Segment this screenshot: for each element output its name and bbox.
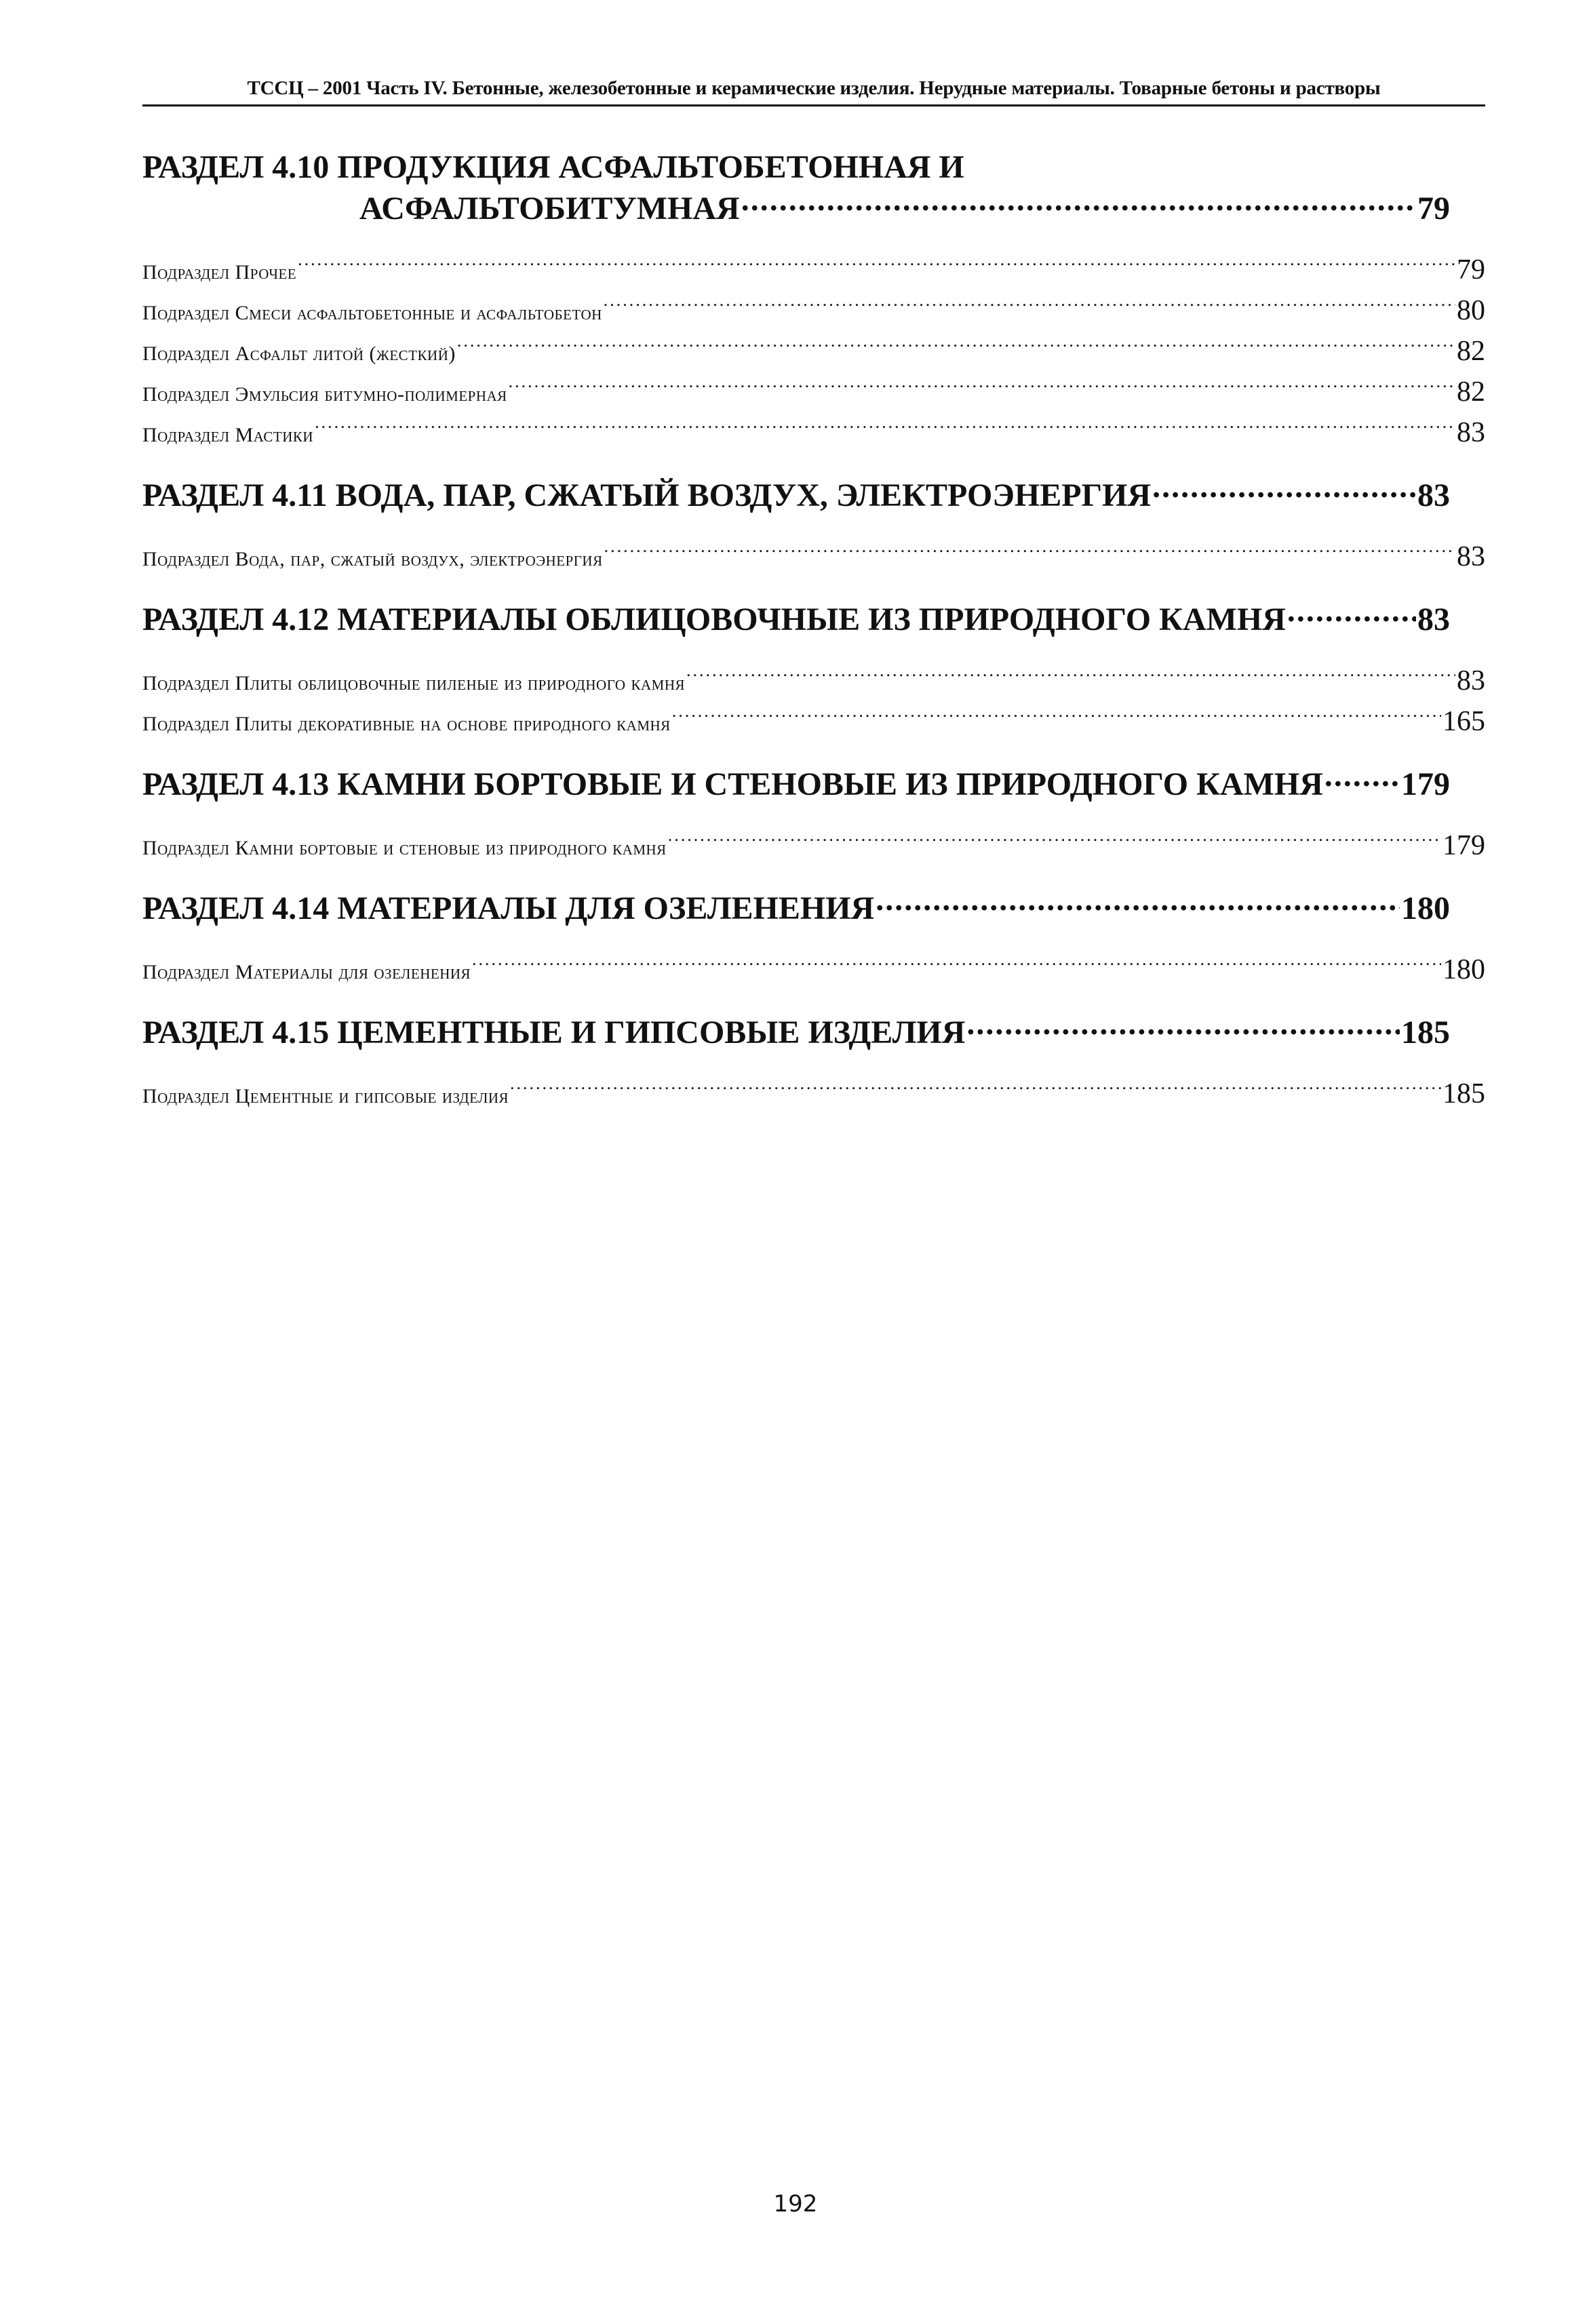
toc-section xyxy=(142,762,1485,867)
section-title[interactable] xyxy=(142,1010,1485,1052)
section-title[interactable] xyxy=(142,149,1485,228)
section-title-text: РАЗДЕЛ 4.11 ВОДА, ПАР, СЖАТЫЙ ВОЗДУХ, ЭЛЕКТРОЭНЕРГИЯ xyxy=(142,477,1152,513)
document-page xyxy=(142,75,1485,1135)
subsection-label: Подраздел Прочее xyxy=(142,261,297,283)
running-header: ТССЦ – 2001 Часть IV. Бетонные, железобетонные и керамические изделия. Нерудные материалы. Товарные бетоны и растворы xyxy=(142,75,1485,106)
subsection-label: Подраздел Мастики xyxy=(142,424,314,446)
page-number: 192 xyxy=(773,2190,818,2218)
toc-section xyxy=(142,473,1485,578)
toc-subsection[interactable] xyxy=(142,662,1485,703)
dot-leader xyxy=(457,340,1455,360)
dot-leader xyxy=(509,380,1455,401)
section-page-number: 179 xyxy=(1401,766,1450,802)
toc-subsection[interactable] xyxy=(142,703,1485,743)
subsection-label: Подраздел Смеси асфальтобетонные и асфальтобетон xyxy=(142,302,602,324)
section-page-number: 185 xyxy=(1401,1015,1450,1050)
section-title[interactable] xyxy=(142,886,1485,928)
dot-leader xyxy=(315,421,1455,441)
subsection-label: Подраздел Плиты облицовочные пиленые из природного камня xyxy=(142,672,685,694)
dot-leader xyxy=(1287,597,1416,630)
subsection-page-number: 179 xyxy=(1442,830,1485,861)
section-title-line1: РАЗДЕЛ 4.10 ПРОДУКЦИЯ АСФАЛЬТОБЕТОННАЯ И xyxy=(142,149,964,185)
subsection-label: Подраздел Вода, пар, сжатый воздух, электроэнергия xyxy=(142,548,603,570)
subsection-label: Подраздел Цементные и гипсовые изделия xyxy=(142,1085,509,1107)
toc-subsection[interactable] xyxy=(142,538,1485,578)
subsection-page-number: 165 xyxy=(1442,706,1485,737)
toc-section xyxy=(142,886,1485,991)
subsection-label: Подраздел Асфальт литой (жесткий) xyxy=(142,342,456,365)
toc-section xyxy=(142,149,1485,454)
section-title[interactable] xyxy=(142,597,1485,639)
toc-subsection[interactable] xyxy=(142,827,1485,867)
dot-leader xyxy=(298,258,1455,279)
dot-leader xyxy=(510,1082,1441,1103)
section-title-line2: АСФАЛЬТОБИТУМНАЯ xyxy=(359,191,740,227)
dot-leader xyxy=(668,834,1441,854)
subsection-label: Подраздел Камни бортовые и стеновые из природного камня xyxy=(142,837,667,859)
subsection-page-number: 83 xyxy=(1457,541,1485,572)
dot-leader xyxy=(686,669,1455,690)
toc-subsection[interactable] xyxy=(142,332,1485,373)
dot-leader xyxy=(672,710,1441,730)
subsection-page-number: 83 xyxy=(1457,417,1485,448)
subsection-page-number: 82 xyxy=(1457,376,1485,408)
dot-leader xyxy=(472,958,1441,979)
section-title[interactable] xyxy=(142,762,1485,804)
section-title-text: РАЗДЕЛ 4.15 ЦЕМЕНТНЫЕ И ГИПСОВЫЕ ИЗДЕЛИЯ xyxy=(142,1015,966,1050)
subsection-page-number: 79 xyxy=(1457,254,1485,285)
toc-subsection[interactable] xyxy=(142,251,1485,292)
subsection-label: Подраздел Плиты декоративные на основе природного камня xyxy=(142,713,671,735)
section-title-text: РАЗДЕЛ 4.12 МАТЕРИАЛЫ ОБЛИЦОВОЧНЫЕ ИЗ ПРИРОДНОГО КАМНЯ xyxy=(142,602,1286,637)
section-title-text: РАЗДЕЛ 4.13 КАМНИ БОРТОВЫЕ И СТЕНОВЫЕ ИЗ ПРИРОДНОГО КАМНЯ xyxy=(142,766,1323,802)
section-page-number: 83 xyxy=(1417,602,1450,637)
section-title[interactable] xyxy=(142,473,1485,515)
dot-leader xyxy=(1324,762,1400,795)
table-of-contents xyxy=(142,149,1485,1116)
subsection-page-number: 185 xyxy=(1442,1078,1485,1109)
toc-subsection[interactable] xyxy=(142,414,1485,454)
subsection-page-number: 82 xyxy=(1457,336,1485,367)
toc-subsection[interactable] xyxy=(142,373,1485,414)
toc-section xyxy=(142,1010,1485,1116)
subsection-label: Подраздел Эмульсия битумно-полимерная xyxy=(142,383,507,406)
section-page-number: 83 xyxy=(1417,477,1450,513)
dot-leader xyxy=(966,1010,1400,1043)
section-page-number: 79 xyxy=(1417,191,1450,227)
section-page-number: 180 xyxy=(1401,890,1450,926)
dot-leader xyxy=(876,886,1400,919)
subsection-page-number: 80 xyxy=(1457,295,1485,326)
subsection-page-number: 180 xyxy=(1442,954,1485,985)
toc-subsection[interactable] xyxy=(142,292,1485,332)
dot-leader xyxy=(1152,473,1416,506)
toc-section xyxy=(142,597,1485,743)
dot-leader xyxy=(604,299,1455,319)
section-title-text: РАЗДЕЛ 4.14 МАТЕРИАЛЫ ДЛЯ ОЗЕЛЕНЕНИЯ xyxy=(142,890,875,926)
dot-leader xyxy=(604,545,1455,566)
subsection-label: Подраздел Материалы для озеленения xyxy=(142,961,471,983)
dot-leader xyxy=(741,186,1416,219)
toc-subsection[interactable] xyxy=(142,1075,1485,1116)
subsection-page-number: 83 xyxy=(1457,665,1485,696)
toc-subsection[interactable] xyxy=(142,951,1485,991)
